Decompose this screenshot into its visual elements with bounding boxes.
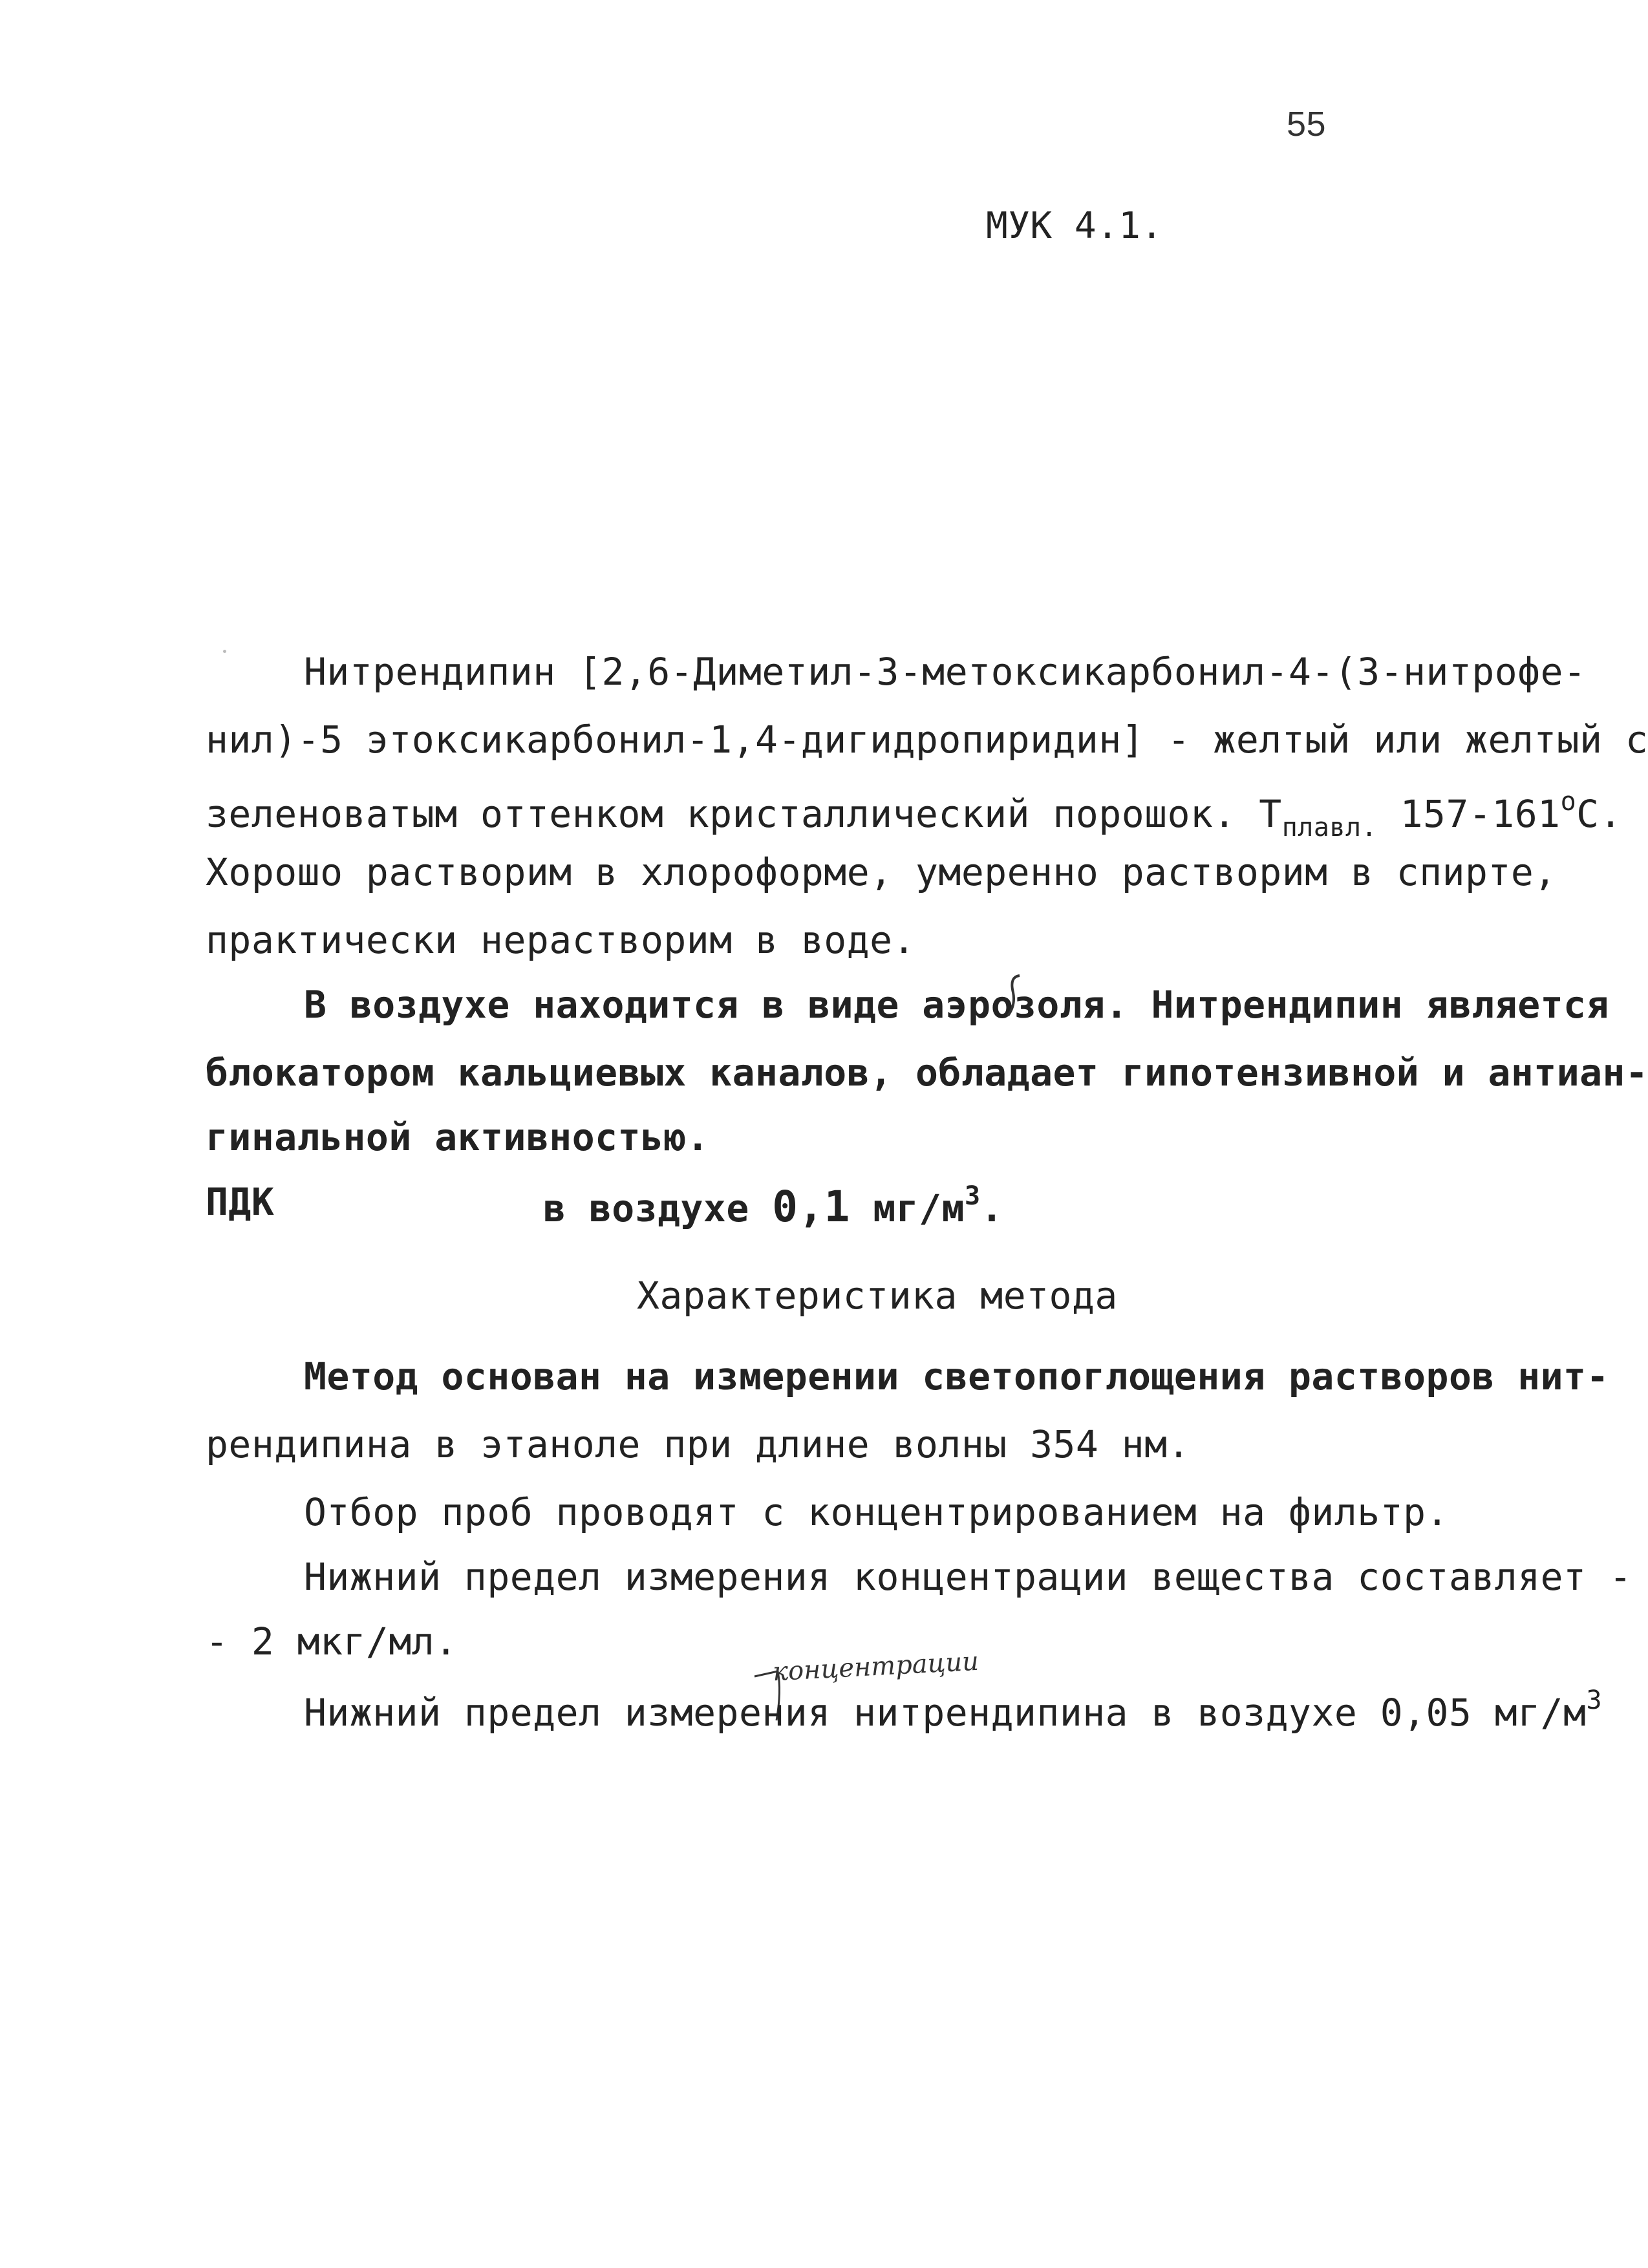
melting-point-subscript: плавл.: [1281, 813, 1378, 842]
para1-line1: Нитрендипин [2,6-Диметил-3-метоксикарбонил-4-(3-нитрофе-: [304, 650, 1587, 694]
para2-line1: В воздухе находится в виде аэрозоля. Нитрендипин является: [304, 983, 1609, 1027]
pdk-unit-superscript: 3: [965, 1181, 981, 1211]
handwritten-insertion: концентрации: [772, 1646, 980, 1687]
pdk-label: ПДК: [206, 1180, 275, 1224]
para1-line3: [206, 789, 1622, 840]
method-line6-text: Нижний предел измерения: [304, 1691, 854, 1735]
para1-line3-text: зеленоватым оттенком кристаллический порошок. Т: [206, 792, 1282, 836]
pdk-text: в воздухе: [543, 1186, 773, 1230]
para1-line4: Хорошо растворим в хлороформе, умеренно растворим в спирте,: [206, 850, 1557, 894]
celsius-unit: С.: [1576, 792, 1622, 836]
handwritten-insert-mark: [1005, 973, 1025, 1018]
para1-line5: практически нерастворим в воде.: [206, 918, 915, 962]
method-line3: Отбор проб проводят с концентрированием на фильтр.: [304, 1490, 1449, 1534]
para2-line3: гинальной активностью.: [206, 1115, 710, 1159]
section-title: Характеристика метода: [637, 1274, 1118, 1318]
degree-sign: о: [1560, 787, 1577, 817]
method-unit-superscript: 3: [1586, 1685, 1603, 1715]
method-line5: - 2 мкг/мл.: [206, 1620, 458, 1664]
method-line6: [304, 1685, 1603, 1735]
method-line6-continuation: нитрендипина в воздухе 0,05 мг/м: [853, 1691, 1587, 1735]
document-reference: МУК 4.1.: [986, 205, 1163, 247]
pdk-period: .: [980, 1186, 1004, 1230]
para2-line2: блокатором кальциевых каналов, обладает гипотензивной и антиан-: [206, 1051, 1648, 1095]
page-number: 55: [1287, 105, 1327, 144]
method-line1: Метод основан на измерении светопоглощения растворов нит-: [304, 1354, 1609, 1398]
method-line2: рендипина в этаноле при длине волны 354 нм.: [206, 1422, 1191, 1466]
para1-line2: нил)-5 этоксикарбонил-1,4-дигидропиридин] - желтый или желтый с: [206, 718, 1648, 762]
melting-point-range: 157-161: [1377, 792, 1561, 836]
method-line4: Нижний предел измерения концентрации вещества составляет -: [304, 1555, 1632, 1599]
pdk-unit: мг/м: [850, 1186, 965, 1230]
scan-speck: [223, 650, 226, 653]
pdk-value-line: [543, 1181, 1004, 1232]
pdk-value: 0,1: [772, 1182, 850, 1232]
